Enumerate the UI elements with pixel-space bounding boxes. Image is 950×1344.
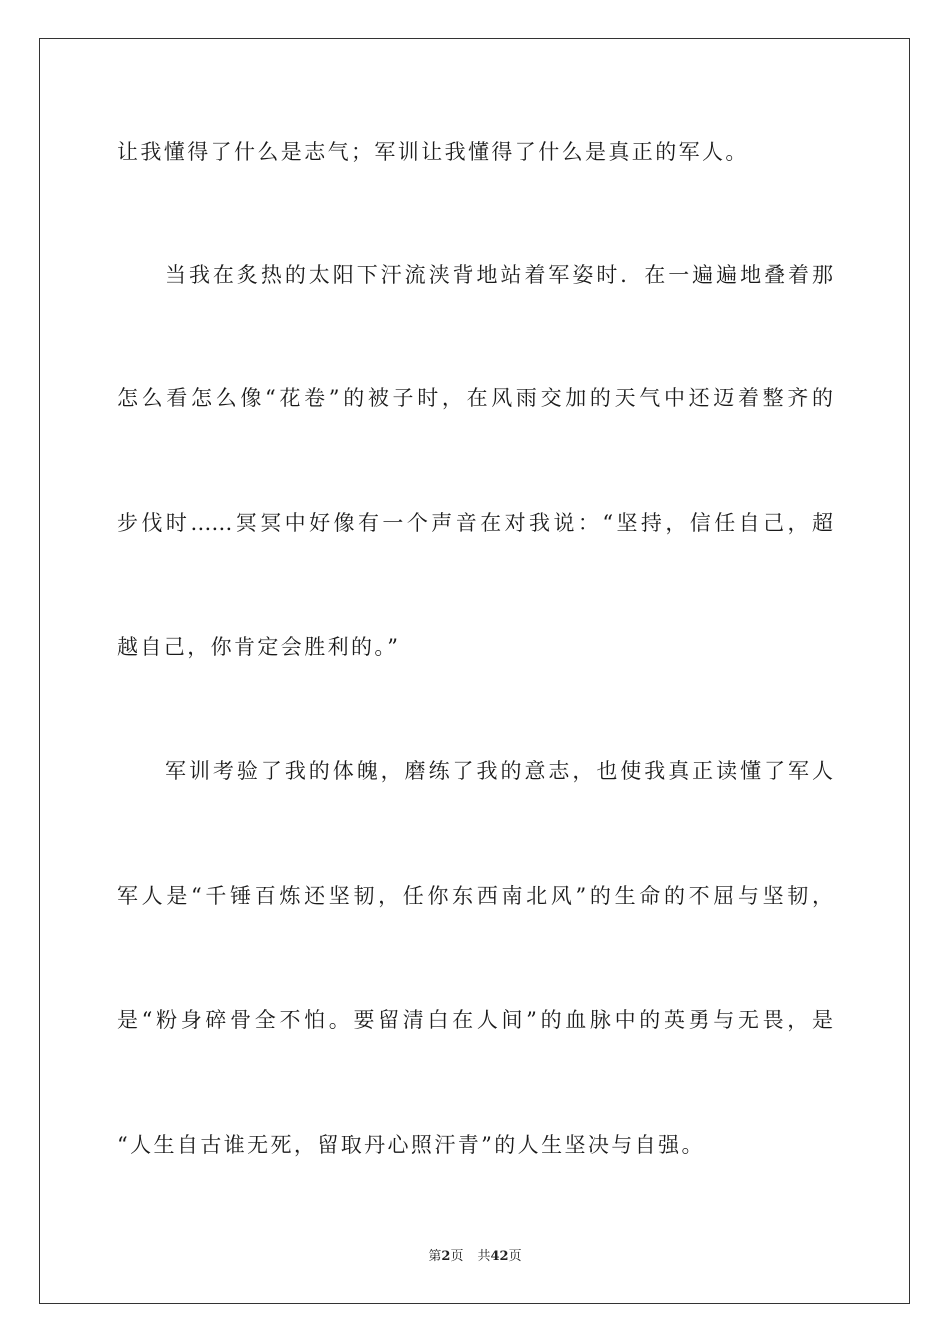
total-prefix: 共 [477,1249,491,1264]
page-number: 2 [441,1249,451,1264]
page-footer [0,1248,950,1266]
text-line-6: 军训考验了我的体魄，磨练了我的意志，也使我真正读懂了军人 [165,759,833,783]
text-line-8: 是“粉身碎骨全不怕。要留清白在人间”的血脉中的英勇与无畏，是 [117,1008,833,1032]
text-line-1: 让我懂得了什么是志气；军训让我懂得了什么是真正的军人。 [117,140,749,164]
text-line-4: 步伐时……冥冥中好像有一个声音在对我说：“坚持，信任自己，超 [117,511,833,535]
text-line-9: “人生自古谁无死，留取丹心照汗青”的人生坚决与自强。 [117,1133,705,1157]
text-line-2: 当我在炙热的太阳下汗流浃背地站着军姿时．在一遍遍地叠着那 [165,263,833,287]
text-line-5: 越自己，你肯定会胜利的。” [117,635,401,659]
page-suffix: 页 [450,1249,464,1264]
total-suffix: 页 [508,1249,522,1264]
text-line-3: 怎么看怎么像“花卷”的被子时，在风雨交加的天气中还迈着整齐的 [117,386,833,410]
total-pages: 42 [490,1249,509,1264]
page-prefix: 第 [428,1249,442,1264]
text-line-7: 军人是“千锤百炼还坚韧，任你东西南北风”的生命的不屈与坚韧， [117,884,833,908]
page-border [39,38,910,1304]
